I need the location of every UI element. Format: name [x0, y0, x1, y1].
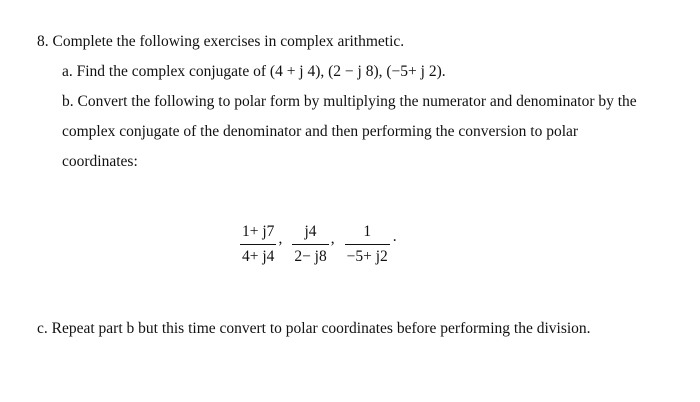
fraction-list: [240, 222, 397, 267]
fraction-separator: .: [392, 227, 397, 245]
fraction-denominator: 2− j8: [294, 248, 327, 265]
fraction-separator: ,: [278, 229, 283, 247]
fraction-3: [345, 222, 390, 267]
part-b-text-line2: complex conjugate of the denominator and then performing the conversion to polar: [62, 123, 579, 140]
fraction-denominator: 4+ j4: [242, 248, 275, 265]
fraction-bar: [345, 244, 390, 245]
fraction-bar: [240, 244, 276, 245]
fraction-numerator: 1: [363, 223, 372, 240]
part-b-text-line3: coordinates:: [62, 153, 138, 170]
part-b-text-line1: b. Convert the following to polar form by multiplying the numerator and denominator by the: [62, 93, 637, 110]
part-c-text: c. Repeat part b but this time convert to polar coordinates before performing the division.: [37, 320, 591, 337]
fraction-denominator: −5+ j2: [346, 248, 388, 265]
fraction-separator: ,: [330, 229, 335, 247]
fraction-2: [292, 222, 328, 267]
fraction-1: [240, 222, 276, 267]
part-a-text: a. Find the complex conjugate of (4 + j 4), (2 − j 8), (−5+ j 2).: [62, 63, 446, 80]
fraction-numerator: 1+ j7: [242, 223, 275, 240]
fraction-bar: [292, 244, 328, 245]
problem-title: 8. Complete the following exercises in complex arithmetic.: [37, 33, 405, 50]
fraction-numerator: j4: [304, 223, 317, 240]
